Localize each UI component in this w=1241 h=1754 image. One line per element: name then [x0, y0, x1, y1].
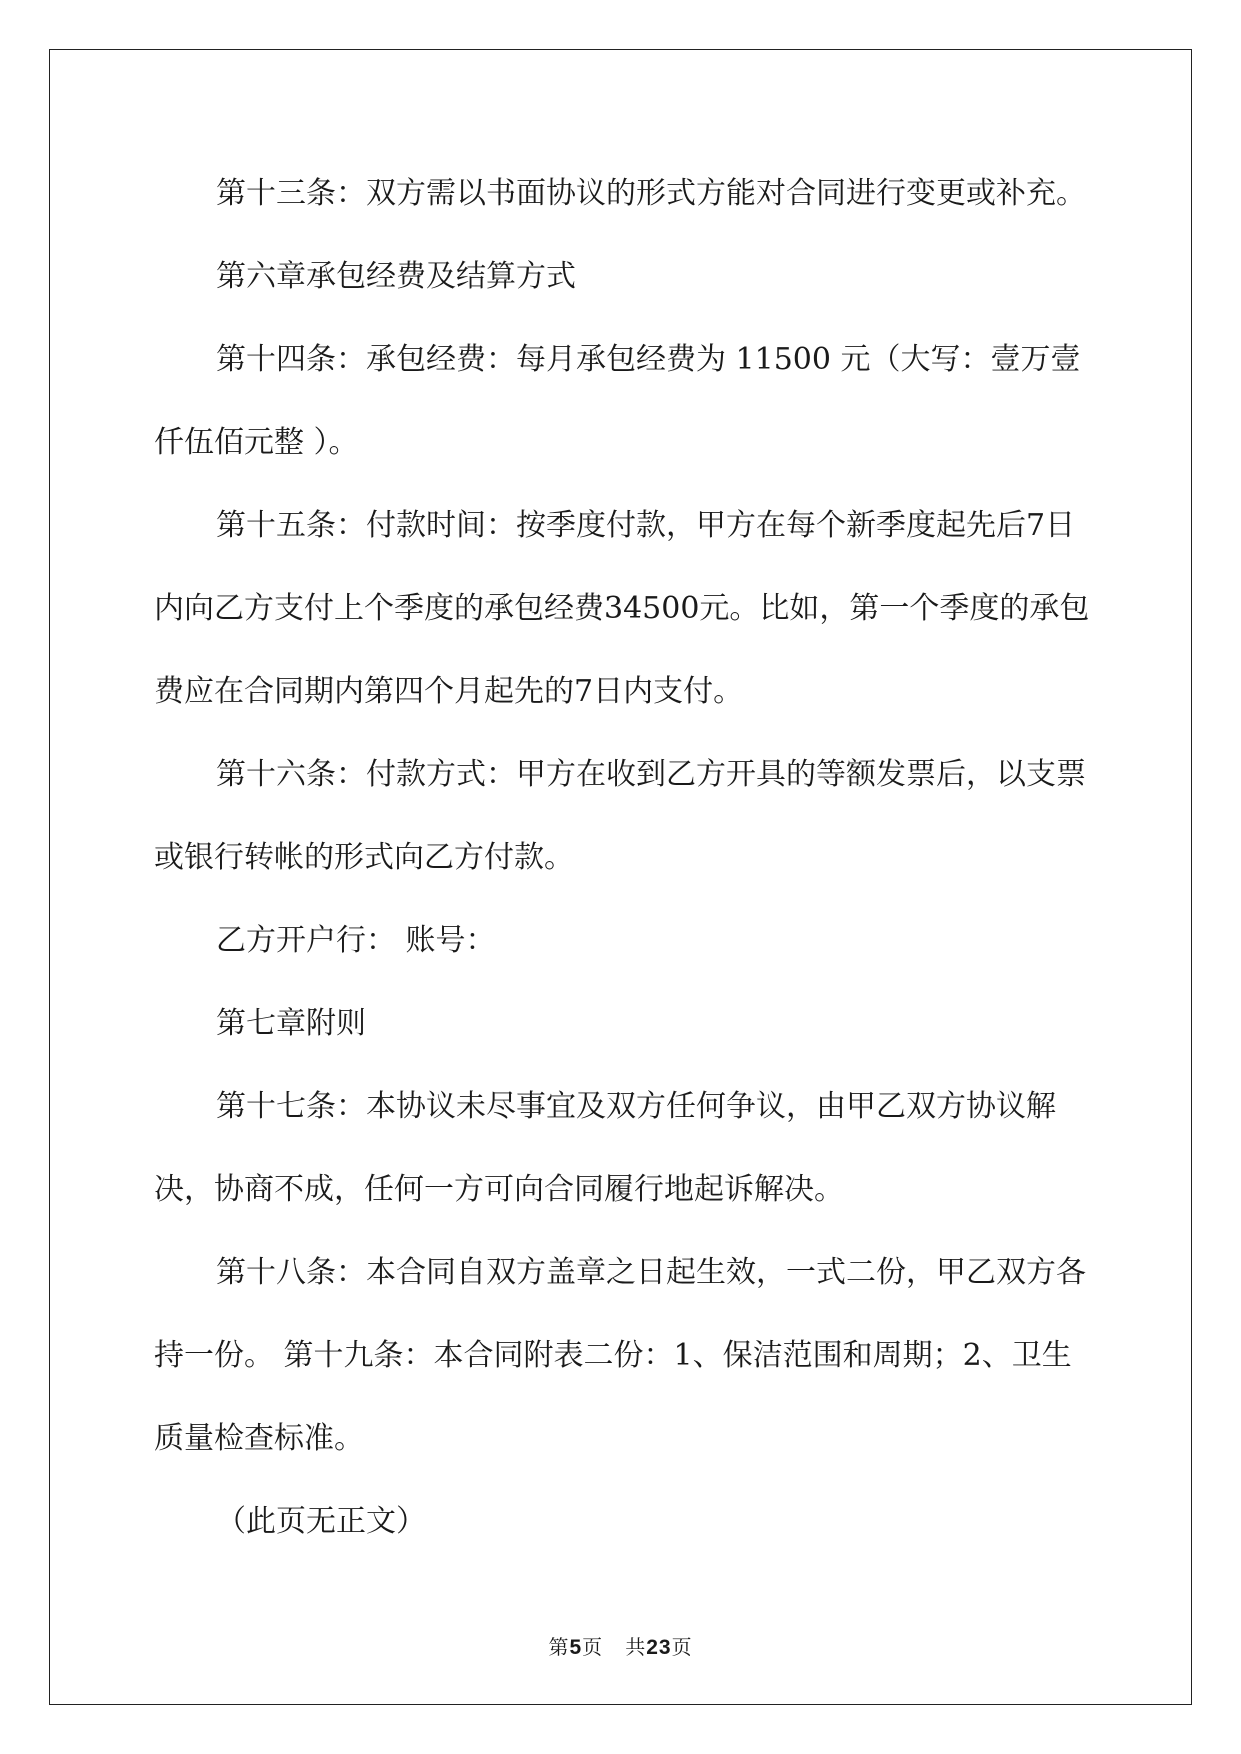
- total-pages: 23: [646, 1636, 672, 1659]
- page-prefix: 第: [548, 1635, 570, 1659]
- page-footer: [0, 1631, 1241, 1660]
- total-suffix: 页: [671, 1635, 693, 1659]
- document-body: [154, 152, 1094, 1563]
- no-text-note: （此页无正文）: [216, 1504, 426, 1539]
- article-17: 第十七条：本协议未尽事宜及双方任何争议，由甲乙双方协议解决，协商不成，任何一方可向合同履行地起诉解决。: [154, 1089, 1056, 1207]
- page-number: 5: [569, 1636, 583, 1659]
- article-15: 第十五条：付款时间：按季度付款，甲方在每个新季度起先后7日内向乙方支付上个季度的承包经费34500元。比如，第一个季度的承包费应在合同期内第四个月起先的7日内支付。: [154, 508, 1090, 709]
- article-13: 第十三条：双方需以书面协议的形式方能对合同进行变更或补充。: [216, 176, 1086, 211]
- article-16: 第十六条：付款方式：甲方在收到乙方开具的等额发票后，以支票或银行转帐的形式向乙方付款。: [154, 757, 1086, 875]
- article-18-19: 第十八条：本合同自双方盖章之日起生效，一式二份，甲乙双方各持一份。 第十九条：本合同附表二份：1、保洁范围和周期；2、卫生质量检查标准。: [154, 1255, 1086, 1456]
- total-prefix: 共: [625, 1635, 647, 1659]
- bank-account-line: 乙方开户行： 账号：: [216, 923, 496, 958]
- page-suffix: 页: [582, 1635, 604, 1659]
- chapter-7-heading: 第七章附则: [216, 1006, 366, 1041]
- article-14: 第十四条：承包经费：每月承包经费为 11500 元（大写：壹万壹仟伍佰元整 ）。: [154, 342, 1081, 460]
- chapter-6-heading: 第六章承包经费及结算方式: [216, 259, 576, 294]
